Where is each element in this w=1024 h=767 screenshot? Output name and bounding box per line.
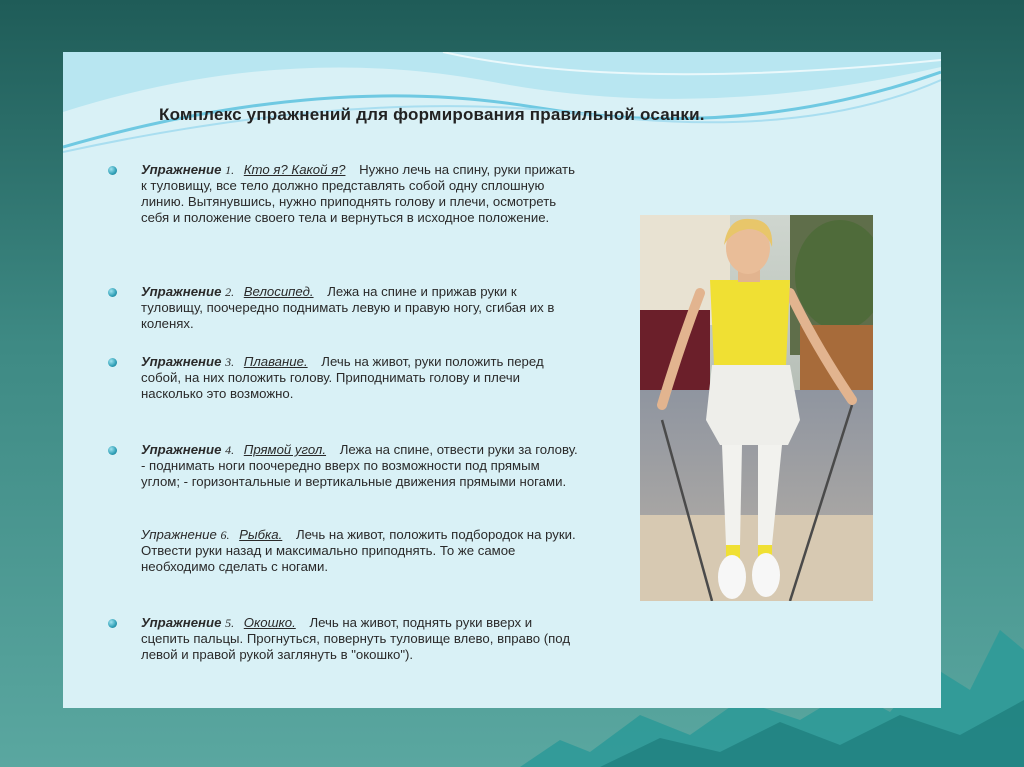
exercise-number: 6. (220, 528, 230, 542)
exercise-label: Упражнение (141, 284, 222, 299)
exercise-number: 1. (225, 163, 235, 177)
exercise-number: 3. (225, 355, 235, 369)
bullet-icon (108, 166, 117, 175)
exercise-label: Упражнение (141, 442, 222, 457)
exercise-name: Прямой угол. (243, 442, 327, 457)
exercise-text: Лечь на живот, положить подбородок на руки. Отвести руки назад и максимально приподнять. То же самое необходимо сделать с ногами. (141, 527, 576, 574)
exercise-label: Упражнение (141, 527, 217, 542)
exercise-text: Лечь на живот, поднять руки вверх и сцепить пальцы. Прогнуться, повернуть туловище влево, вправо (под левой и правой рукой заглянуть в "окошко"). (141, 615, 571, 662)
exercise-name: Окошко. (243, 615, 296, 630)
exercise-name: Кто я? Какой я? (243, 162, 346, 177)
exercise-text: Лечь на живот, руки положить перед собой, на них положить голову. Приподнимать голову и плечи насколько это возможно. (141, 354, 544, 401)
exercise-label: Упражнение (141, 162, 222, 177)
slide (63, 52, 941, 708)
exercise-text: Лежа на спине и прижав руки к туловищу, поочередно поднимать левую и правую ногу, сгибая их в коленях. (141, 284, 555, 331)
bullet-icon (108, 619, 117, 628)
exercise-name: Рыбка. (239, 527, 283, 542)
exercise-name: Плавание. (243, 354, 308, 369)
exercise-item (111, 354, 581, 402)
bullet-icon (108, 288, 117, 297)
exercise-text: Лежа на спине, отвести руки за голову. - поднимать ноги поочередно вверх по возможности под прямым углом; - горизонтальные и вертикальные движения прямыми ногами. (141, 442, 578, 489)
exercise-text: Нужно лечь на спину, руки прижать к туловищу, все тело должно представлять собой одну сплошную линию. Вытянувшись, нужно приподнять голову и плечи, осмотреть себя и положение своего тела и вернуться в исходное положение. (141, 162, 575, 225)
bullet-icon (108, 358, 117, 367)
exercise-number: 4. (225, 443, 235, 457)
exercise-item (111, 527, 581, 575)
exercise-label: Упражнение (141, 615, 222, 630)
bullet-icon (108, 446, 117, 455)
page-title: Комплекс упражнений для формирования правильной осанки. (159, 105, 705, 124)
exercise-item (111, 442, 581, 490)
woman-walking-with-poles-photo (640, 215, 873, 601)
exercise-item (111, 284, 581, 332)
exercise-item (111, 615, 581, 663)
exercise-name: Велосипед. (243, 284, 314, 299)
exercise-number: 5. (225, 616, 235, 630)
exercise-number: 2. (225, 285, 235, 299)
exercise-label: Упражнение (141, 354, 222, 369)
exercise-item (111, 162, 581, 226)
